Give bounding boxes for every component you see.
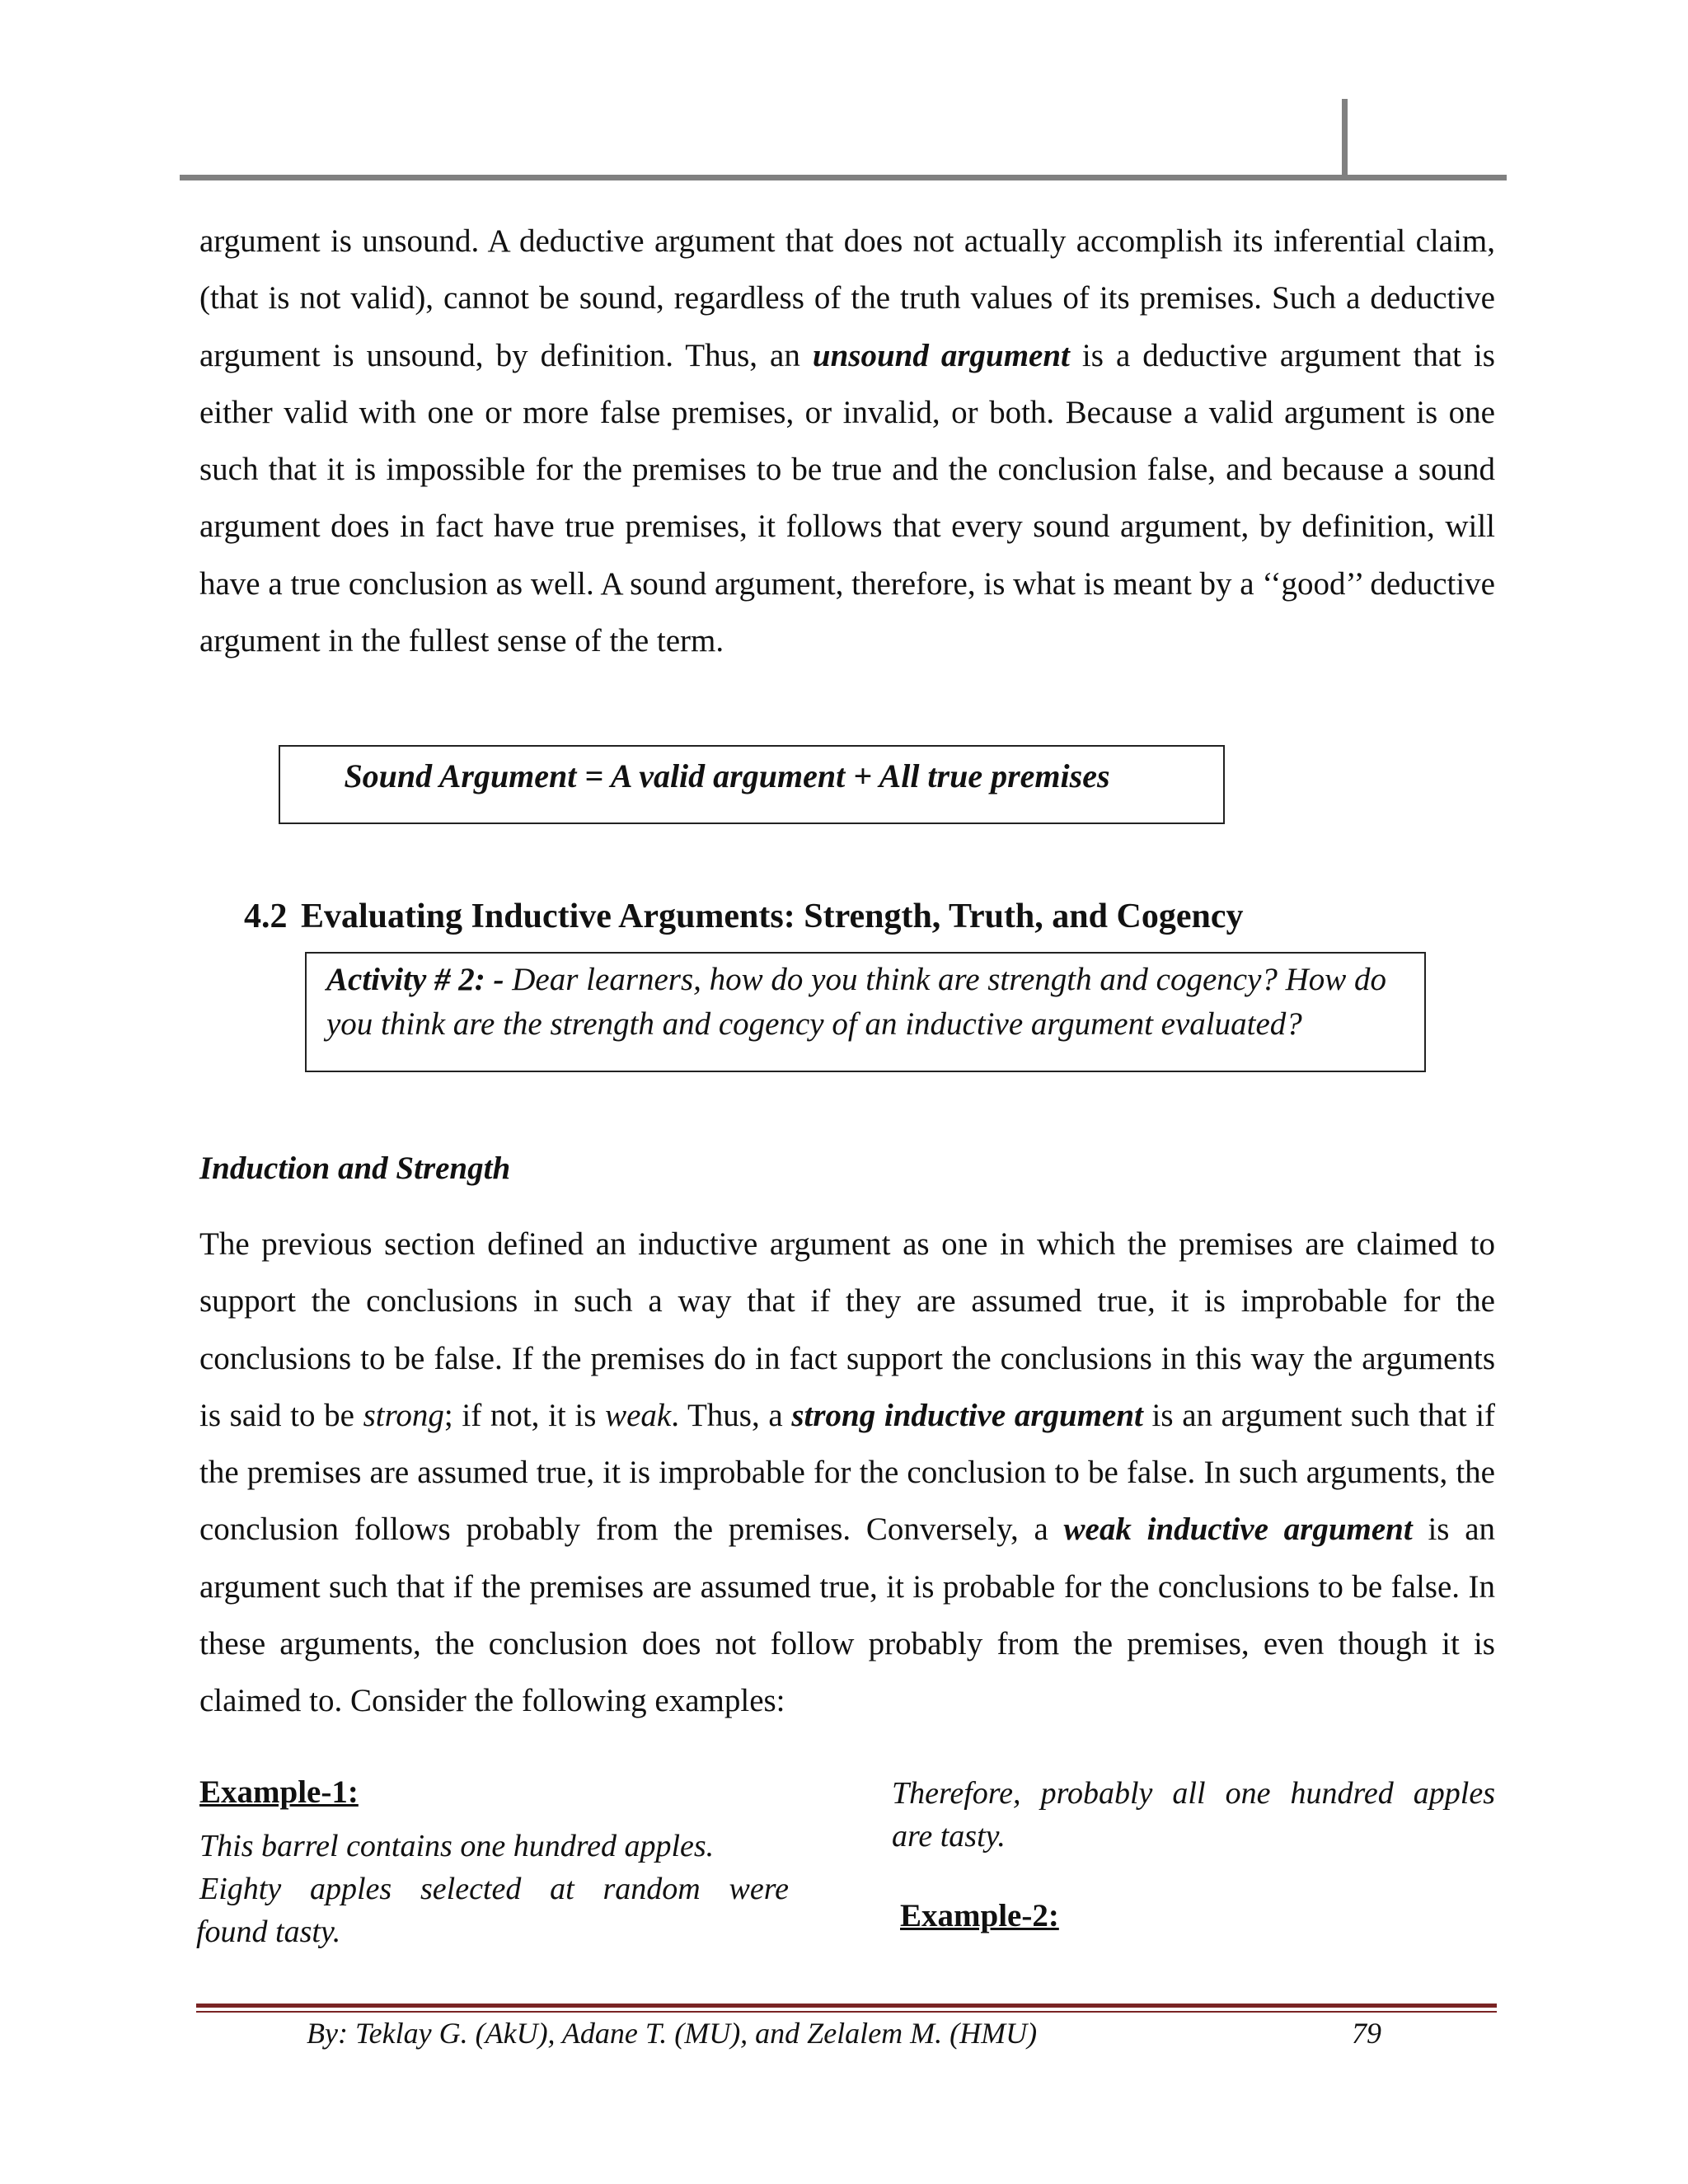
activity-label: Activity # 2: -	[326, 962, 504, 997]
activity-question: Dear learners, how do you think are strength and cogency? How do you think are the strength and cogency of an inductive argument evaluated?	[326, 962, 1387, 1042]
term-strong: strong	[363, 1397, 444, 1433]
paragraph-text: . Thus, a	[671, 1397, 792, 1433]
header-tick	[1342, 99, 1348, 178]
section-number: 4.2	[244, 898, 288, 935]
example-1-premise-1: This barrel contains one hundred apples.	[199, 1829, 715, 1863]
example-1-premise-2: Eighty apples selected at random were	[199, 1872, 789, 1906]
example-2-label: Example-2:	[900, 1898, 1059, 1933]
activity-text	[326, 958, 1406, 1047]
subheading-induction-strength: Induction and Strength	[199, 1151, 511, 1186]
example-1-label: Example-1:	[199, 1774, 359, 1810]
page-number: 79	[1352, 2017, 1381, 2050]
example-1-conclusion-2: are tasty.	[892, 1819, 1006, 1854]
paragraph-text: is a deductive argument that is either valid with one or more false premises, or invalid, or both. Because a valid argument is one such that it is impossible for the premises to be true and the conclusion false, and because a sound argument does in fact have true premises, it follows that every sound argument, by definition, will have a true conclusion as well. A sound argument, therefore, is what is meant by a ‘‘good’’ deductive argument in the fullest sense of the term.	[199, 337, 1495, 659]
footer-rule-thin	[196, 2011, 1497, 2013]
paragraph-text: argument is unsound. A deductive argument that does not actually accomplish its inferential claim, (that is not valid), cannot be sound, regardless of the truth values of its premises. Such a deductive argument is unsound, by definition. Thus, an	[199, 223, 1495, 373]
example-1-conclusion-1: Therefore, probably all one hundred apples	[892, 1776, 1495, 1811]
term-weak: weak	[605, 1397, 672, 1433]
paragraph-text: The previous section defined an inductive argument as one in which the premises are claimed to support the conclusions in such a way that if they are assumed true, it is improbable for the conclusions to be false. If the premises do in fact support the conclusions in this way the arguments is said to be	[199, 1226, 1495, 1433]
term-strong-inductive-argument: strong inductive argument	[791, 1397, 1143, 1433]
term-weak-inductive-argument: weak inductive argument	[1063, 1511, 1413, 1548]
paragraph-text: ; if not, it is	[443, 1397, 606, 1433]
footer-credit: By: Teklay G. (AkU), Adane T. (MU), and Zelalem M. (HMU)	[307, 2017, 1038, 2050]
paragraph-text: is an argument such that if the premises are assumed true, it is improbable for the conclusion to be false. In such arguments, the conclusion follows probably from the premises. Conversely, a	[199, 1397, 1496, 1548]
section-heading	[244, 897, 1243, 936]
paragraph-sound-argument	[199, 213, 1495, 669]
paragraph-induction-strength	[199, 1216, 1495, 1730]
section-title: Evaluating Inductive Arguments: Strength, Truth, and Cogency	[301, 898, 1244, 935]
example-1-premise-3: found tasty.	[196, 1915, 341, 1949]
header-rule	[180, 175, 1507, 180]
term-unsound-argument: unsound argument	[812, 337, 1070, 373]
paragraph-text: is an argument such that if the premises are assumed true, it is probable for the conclusions to be false. In these arguments, the conclusion does not follow probably from the premises, even though it is claimed to. Consider the following examples:	[199, 1511, 1496, 1719]
formula-text: Sound Argument = A valid argument + All true premises	[344, 757, 1110, 794]
footer-rule	[196, 2004, 1497, 2008]
